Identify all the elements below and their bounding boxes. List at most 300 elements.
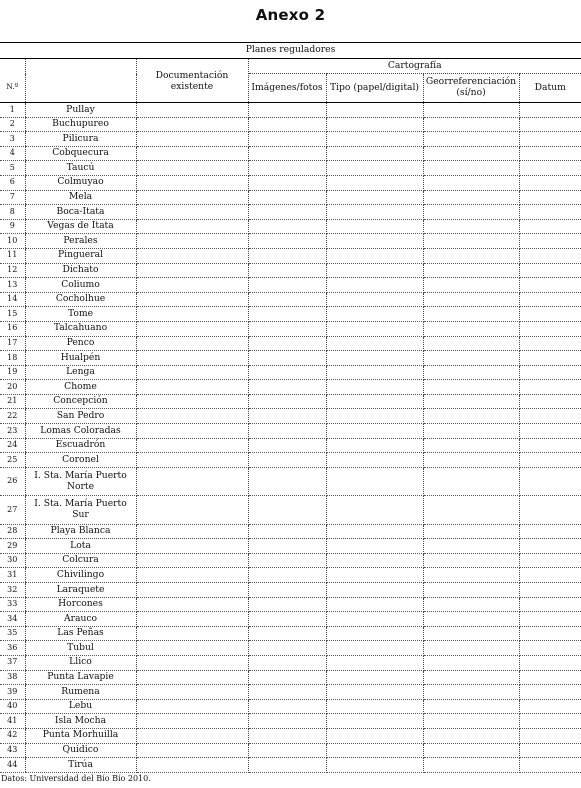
row-tipo-cell <box>326 292 423 307</box>
row-imagenes-cell <box>248 424 326 439</box>
row-location-name: Penco <box>25 336 136 351</box>
row-number: 20 <box>0 380 25 395</box>
table-row <box>0 190 581 205</box>
row-tipo-cell <box>326 394 423 409</box>
row-georeferenciacion-cell <box>423 641 519 656</box>
row-datum-cell <box>519 336 581 351</box>
table-row <box>0 175 581 190</box>
row-number: 21 <box>0 394 25 409</box>
row-imagenes-cell <box>248 161 326 176</box>
row-number: 15 <box>0 307 25 322</box>
row-georeferenciacion-cell <box>423 670 519 685</box>
table-row <box>0 380 581 395</box>
row-location-name: Lota <box>25 539 136 554</box>
row-location-name: Tirúa <box>25 758 136 773</box>
row-number: 19 <box>0 365 25 380</box>
row-georeferenciacion-cell <box>423 161 519 176</box>
row-imagenes-cell <box>248 758 326 773</box>
row-imagenes-cell <box>248 728 326 743</box>
row-datum-cell <box>519 583 581 598</box>
row-documentacion-cell <box>136 583 248 598</box>
row-imagenes-cell <box>248 743 326 758</box>
row-georeferenciacion-cell <box>423 103 519 118</box>
row-imagenes-cell <box>248 146 326 161</box>
row-imagenes-cell <box>248 292 326 307</box>
row-imagenes-cell <box>248 641 326 656</box>
row-tipo-cell <box>326 132 423 147</box>
row-number: 9 <box>0 219 25 234</box>
row-tipo-cell <box>326 699 423 714</box>
row-location-name: Arauco <box>25 612 136 627</box>
row-documentacion-cell <box>136 394 248 409</box>
row-imagenes-cell <box>248 175 326 190</box>
row-documentacion-cell <box>136 234 248 249</box>
row-number: 40 <box>0 699 25 714</box>
row-datum-cell <box>519 568 581 583</box>
row-datum-cell <box>519 103 581 118</box>
row-tipo-cell <box>326 685 423 700</box>
row-location-name: Coliumo <box>25 278 136 293</box>
row-tipo-cell <box>326 263 423 278</box>
table-row <box>0 146 581 161</box>
row-datum-cell <box>519 539 581 554</box>
row-datum-cell <box>519 655 581 670</box>
row-georeferenciacion-cell <box>423 292 519 307</box>
row-location-name: Colmuyao <box>25 175 136 190</box>
table-row <box>0 743 581 758</box>
row-georeferenciacion-cell <box>423 234 519 249</box>
table-row <box>0 758 581 773</box>
row-location-name: Llico <box>25 655 136 670</box>
row-number: 30 <box>0 553 25 568</box>
row-tipo-cell <box>326 234 423 249</box>
row-location-name: Vegas de Itata <box>25 219 136 234</box>
row-location-name: Pilicura <box>25 132 136 147</box>
table-body <box>0 103 581 773</box>
row-location-name: Pullay <box>25 103 136 118</box>
row-tipo-cell <box>326 553 423 568</box>
row-location-name: Coronel <box>25 453 136 468</box>
row-georeferenciacion-cell <box>423 117 519 132</box>
row-documentacion-cell <box>136 626 248 641</box>
row-imagenes-cell <box>248 132 326 147</box>
row-number: 32 <box>0 583 25 598</box>
row-number: 31 <box>0 568 25 583</box>
row-georeferenciacion-cell <box>423 365 519 380</box>
row-georeferenciacion-cell <box>423 612 519 627</box>
group-header: Planes reguladores <box>0 43 581 59</box>
table-row <box>0 641 581 656</box>
row-number: 26 <box>0 467 25 495</box>
row-tipo-cell <box>326 453 423 468</box>
row-datum-cell <box>519 758 581 773</box>
row-documentacion-cell <box>136 453 248 468</box>
row-tipo-cell <box>326 351 423 366</box>
row-location-name: Cobquecura <box>25 146 136 161</box>
table-row <box>0 685 581 700</box>
row-datum-cell <box>519 728 581 743</box>
row-number: 25 <box>0 453 25 468</box>
table-row <box>0 351 581 366</box>
row-tipo-cell <box>326 467 423 495</box>
row-location-name: Mela <box>25 190 136 205</box>
row-georeferenciacion-cell <box>423 553 519 568</box>
row-datum-cell <box>519 307 581 322</box>
row-documentacion-cell <box>136 743 248 758</box>
table-row <box>0 394 581 409</box>
row-number: 22 <box>0 409 25 424</box>
row-number: 43 <box>0 743 25 758</box>
row-documentacion-cell <box>136 263 248 278</box>
row-documentacion-cell <box>136 685 248 700</box>
row-location-name: Pingueral <box>25 248 136 263</box>
row-documentacion-cell <box>136 117 248 132</box>
table-row <box>0 553 581 568</box>
row-imagenes-cell <box>248 655 326 670</box>
row-documentacion-cell <box>136 336 248 351</box>
table-row <box>0 132 581 147</box>
row-georeferenciacion-cell <box>423 278 519 293</box>
row-documentacion-cell <box>136 539 248 554</box>
row-number: 27 <box>0 496 25 524</box>
table-row <box>0 496 581 524</box>
row-number: 39 <box>0 685 25 700</box>
row-location-name: I. Sta. María Puerto Sur <box>25 496 136 524</box>
data-table <box>0 42 581 773</box>
row-tipo-cell <box>326 424 423 439</box>
row-documentacion-cell <box>136 365 248 380</box>
row-imagenes-cell <box>248 307 326 322</box>
row-georeferenciacion-cell <box>423 205 519 220</box>
row-location-name: Quidico <box>25 743 136 758</box>
row-number: 12 <box>0 263 25 278</box>
row-imagenes-cell <box>248 351 326 366</box>
row-datum-cell <box>519 219 581 234</box>
row-location-name: Perales <box>25 234 136 249</box>
row-location-name: Playa Blanca <box>25 524 136 539</box>
table-row <box>0 728 581 743</box>
column-header-documentacion: Documentación existente <box>136 59 248 103</box>
row-tipo-cell <box>326 612 423 627</box>
row-datum-cell <box>519 175 581 190</box>
table-row <box>0 205 581 220</box>
row-georeferenciacion-cell <box>423 394 519 409</box>
table-row <box>0 234 581 249</box>
row-datum-cell <box>519 453 581 468</box>
row-georeferenciacion-cell <box>423 685 519 700</box>
row-number: 17 <box>0 336 25 351</box>
row-georeferenciacion-cell <box>423 568 519 583</box>
row-datum-cell <box>519 496 581 524</box>
row-number: 18 <box>0 351 25 366</box>
column-header-datum: Datum <box>519 74 581 103</box>
row-location-name: Chivilingo <box>25 568 136 583</box>
row-imagenes-cell <box>248 409 326 424</box>
row-tipo-cell <box>326 161 423 176</box>
row-datum-cell <box>519 714 581 729</box>
row-datum-cell <box>519 132 581 147</box>
row-datum-cell <box>519 685 581 700</box>
row-tipo-cell <box>326 117 423 132</box>
row-location-name: Chome <box>25 380 136 395</box>
row-datum-cell <box>519 670 581 685</box>
row-datum-cell <box>519 524 581 539</box>
row-imagenes-cell <box>248 380 326 395</box>
table-row <box>0 626 581 641</box>
row-imagenes-cell <box>248 583 326 598</box>
row-documentacion-cell <box>136 219 248 234</box>
table-row <box>0 365 581 380</box>
row-georeferenciacion-cell <box>423 380 519 395</box>
row-documentacion-cell <box>136 597 248 612</box>
row-location-name: Tubul <box>25 641 136 656</box>
row-documentacion-cell <box>136 612 248 627</box>
table-row <box>0 117 581 132</box>
row-imagenes-cell <box>248 612 326 627</box>
row-location-name: Colcura <box>25 553 136 568</box>
row-location-name: Concepción <box>25 394 136 409</box>
table-row <box>0 424 581 439</box>
row-datum-cell <box>519 699 581 714</box>
row-location-name: Talcahuano <box>25 321 136 336</box>
row-documentacion-cell <box>136 568 248 583</box>
row-location-name: Lebu <box>25 699 136 714</box>
row-documentacion-cell <box>136 132 248 147</box>
row-documentacion-cell <box>136 409 248 424</box>
row-imagenes-cell <box>248 103 326 118</box>
row-georeferenciacion-cell <box>423 175 519 190</box>
row-number: 7 <box>0 190 25 205</box>
row-number: 36 <box>0 641 25 656</box>
table-row <box>0 336 581 351</box>
row-tipo-cell <box>326 438 423 453</box>
row-tipo-cell <box>326 307 423 322</box>
row-georeferenciacion-cell <box>423 424 519 439</box>
column-header-georeferenciacion: Georreferenciación (sí/no) <box>423 74 519 103</box>
row-number: 29 <box>0 539 25 554</box>
row-tipo-cell <box>326 597 423 612</box>
row-georeferenciacion-cell <box>423 219 519 234</box>
source-note: Datos: Universidad del Bío Bío 2010. <box>1 774 151 783</box>
subgroup-header-cartografia: Cartografía <box>248 59 581 74</box>
row-datum-cell <box>519 161 581 176</box>
row-datum-cell <box>519 234 581 249</box>
row-georeferenciacion-cell <box>423 714 519 729</box>
row-imagenes-cell <box>248 205 326 220</box>
row-location-name: Lomas Coloradas <box>25 424 136 439</box>
table-row <box>0 219 581 234</box>
table-row <box>0 539 581 554</box>
row-datum-cell <box>519 438 581 453</box>
row-georeferenciacion-cell <box>423 190 519 205</box>
row-georeferenciacion-cell <box>423 655 519 670</box>
row-georeferenciacion-cell <box>423 758 519 773</box>
row-location-name: Buchupureo <box>25 117 136 132</box>
row-documentacion-cell <box>136 351 248 366</box>
row-datum-cell <box>519 641 581 656</box>
row-number: 24 <box>0 438 25 453</box>
row-datum-cell <box>519 424 581 439</box>
table-row <box>0 453 581 468</box>
row-number: 16 <box>0 321 25 336</box>
row-location-name: Tome <box>25 307 136 322</box>
row-datum-cell <box>519 351 581 366</box>
row-documentacion-cell <box>136 380 248 395</box>
row-location-name: Dichato <box>25 263 136 278</box>
row-georeferenciacion-cell <box>423 728 519 743</box>
table-row <box>0 655 581 670</box>
row-tipo-cell <box>326 539 423 554</box>
row-tipo-cell <box>326 103 423 118</box>
row-datum-cell <box>519 597 581 612</box>
row-imagenes-cell <box>248 453 326 468</box>
row-documentacion-cell <box>136 714 248 729</box>
row-datum-cell <box>519 626 581 641</box>
row-georeferenciacion-cell <box>423 146 519 161</box>
row-imagenes-cell <box>248 714 326 729</box>
row-imagenes-cell <box>248 670 326 685</box>
row-datum-cell <box>519 553 581 568</box>
table-row <box>0 292 581 307</box>
table-row <box>0 568 581 583</box>
row-documentacion-cell <box>136 248 248 263</box>
column-header-imagenes: Imágenes/fotos <box>248 74 326 103</box>
row-documentacion-cell <box>136 524 248 539</box>
table-row <box>0 714 581 729</box>
row-georeferenciacion-cell <box>423 467 519 495</box>
table-row <box>0 278 581 293</box>
table-row <box>0 699 581 714</box>
row-imagenes-cell <box>248 278 326 293</box>
row-documentacion-cell <box>136 467 248 495</box>
row-imagenes-cell <box>248 597 326 612</box>
row-tipo-cell <box>326 336 423 351</box>
row-tipo-cell <box>326 321 423 336</box>
row-location-name: Escuadrón <box>25 438 136 453</box>
row-imagenes-cell <box>248 365 326 380</box>
row-datum-cell <box>519 467 581 495</box>
row-tipo-cell <box>326 524 423 539</box>
row-tipo-cell <box>326 714 423 729</box>
row-tipo-cell <box>326 728 423 743</box>
row-documentacion-cell <box>136 728 248 743</box>
row-datum-cell <box>519 205 581 220</box>
row-georeferenciacion-cell <box>423 132 519 147</box>
row-imagenes-cell <box>248 438 326 453</box>
row-number: 35 <box>0 626 25 641</box>
row-documentacion-cell <box>136 190 248 205</box>
row-imagenes-cell <box>248 190 326 205</box>
table-row <box>0 103 581 118</box>
row-georeferenciacion-cell <box>423 409 519 424</box>
row-number: 42 <box>0 728 25 743</box>
row-imagenes-cell <box>248 336 326 351</box>
row-documentacion-cell <box>136 292 248 307</box>
row-documentacion-cell <box>136 699 248 714</box>
row-documentacion-cell <box>136 758 248 773</box>
row-location-name: Las Peñas <box>25 626 136 641</box>
row-imagenes-cell <box>248 467 326 495</box>
row-documentacion-cell <box>136 553 248 568</box>
row-location-name: Boca-Itata <box>25 205 136 220</box>
row-number: 2 <box>0 117 25 132</box>
row-number: 5 <box>0 161 25 176</box>
row-georeferenciacion-cell <box>423 307 519 322</box>
row-imagenes-cell <box>248 524 326 539</box>
row-tipo-cell <box>326 146 423 161</box>
row-number: 38 <box>0 670 25 685</box>
row-number: 23 <box>0 424 25 439</box>
row-location-name: Punta Lavapie <box>25 670 136 685</box>
row-tipo-cell <box>326 758 423 773</box>
row-imagenes-cell <box>248 568 326 583</box>
table-row <box>0 467 581 495</box>
row-documentacion-cell <box>136 278 248 293</box>
row-number: 11 <box>0 248 25 263</box>
page-title: Anexo 2 <box>255 6 326 24</box>
row-number: 34 <box>0 612 25 627</box>
row-datum-cell <box>519 117 581 132</box>
row-imagenes-cell <box>248 321 326 336</box>
row-location-name: Lenga <box>25 365 136 380</box>
row-datum-cell <box>519 321 581 336</box>
row-documentacion-cell <box>136 424 248 439</box>
row-tipo-cell <box>326 568 423 583</box>
row-georeferenciacion-cell <box>423 248 519 263</box>
row-location-name: Rumena <box>25 685 136 700</box>
row-number: 3 <box>0 132 25 147</box>
table-row <box>0 438 581 453</box>
row-imagenes-cell <box>248 685 326 700</box>
row-tipo-cell <box>326 583 423 598</box>
row-imagenes-cell <box>248 248 326 263</box>
row-imagenes-cell <box>248 553 326 568</box>
row-georeferenciacion-cell <box>423 321 519 336</box>
row-imagenes-cell <box>248 699 326 714</box>
table-row <box>0 263 581 278</box>
row-imagenes-cell <box>248 263 326 278</box>
row-tipo-cell <box>326 380 423 395</box>
row-documentacion-cell <box>136 103 248 118</box>
row-location-name: Isla Mocha <box>25 714 136 729</box>
row-number: 28 <box>0 524 25 539</box>
row-imagenes-cell <box>248 234 326 249</box>
row-georeferenciacion-cell <box>423 438 519 453</box>
row-tipo-cell <box>326 190 423 205</box>
table-row <box>0 307 581 322</box>
row-number: 14 <box>0 292 25 307</box>
row-number: 44 <box>0 758 25 773</box>
row-documentacion-cell <box>136 496 248 524</box>
row-georeferenciacion-cell <box>423 743 519 758</box>
table-row <box>0 670 581 685</box>
row-georeferenciacion-cell <box>423 524 519 539</box>
column-header-tipo: Tipo (papel/digital) <box>326 74 423 103</box>
row-location-name: San Pedro <box>25 409 136 424</box>
table-row <box>0 524 581 539</box>
row-location-name: Taucú <box>25 161 136 176</box>
row-number: 33 <box>0 597 25 612</box>
row-tipo-cell <box>326 248 423 263</box>
row-documentacion-cell <box>136 146 248 161</box>
row-imagenes-cell <box>248 117 326 132</box>
row-georeferenciacion-cell <box>423 336 519 351</box>
row-documentacion-cell <box>136 307 248 322</box>
table-row <box>0 161 581 176</box>
row-datum-cell <box>519 248 581 263</box>
row-tipo-cell <box>326 655 423 670</box>
row-tipo-cell <box>326 175 423 190</box>
